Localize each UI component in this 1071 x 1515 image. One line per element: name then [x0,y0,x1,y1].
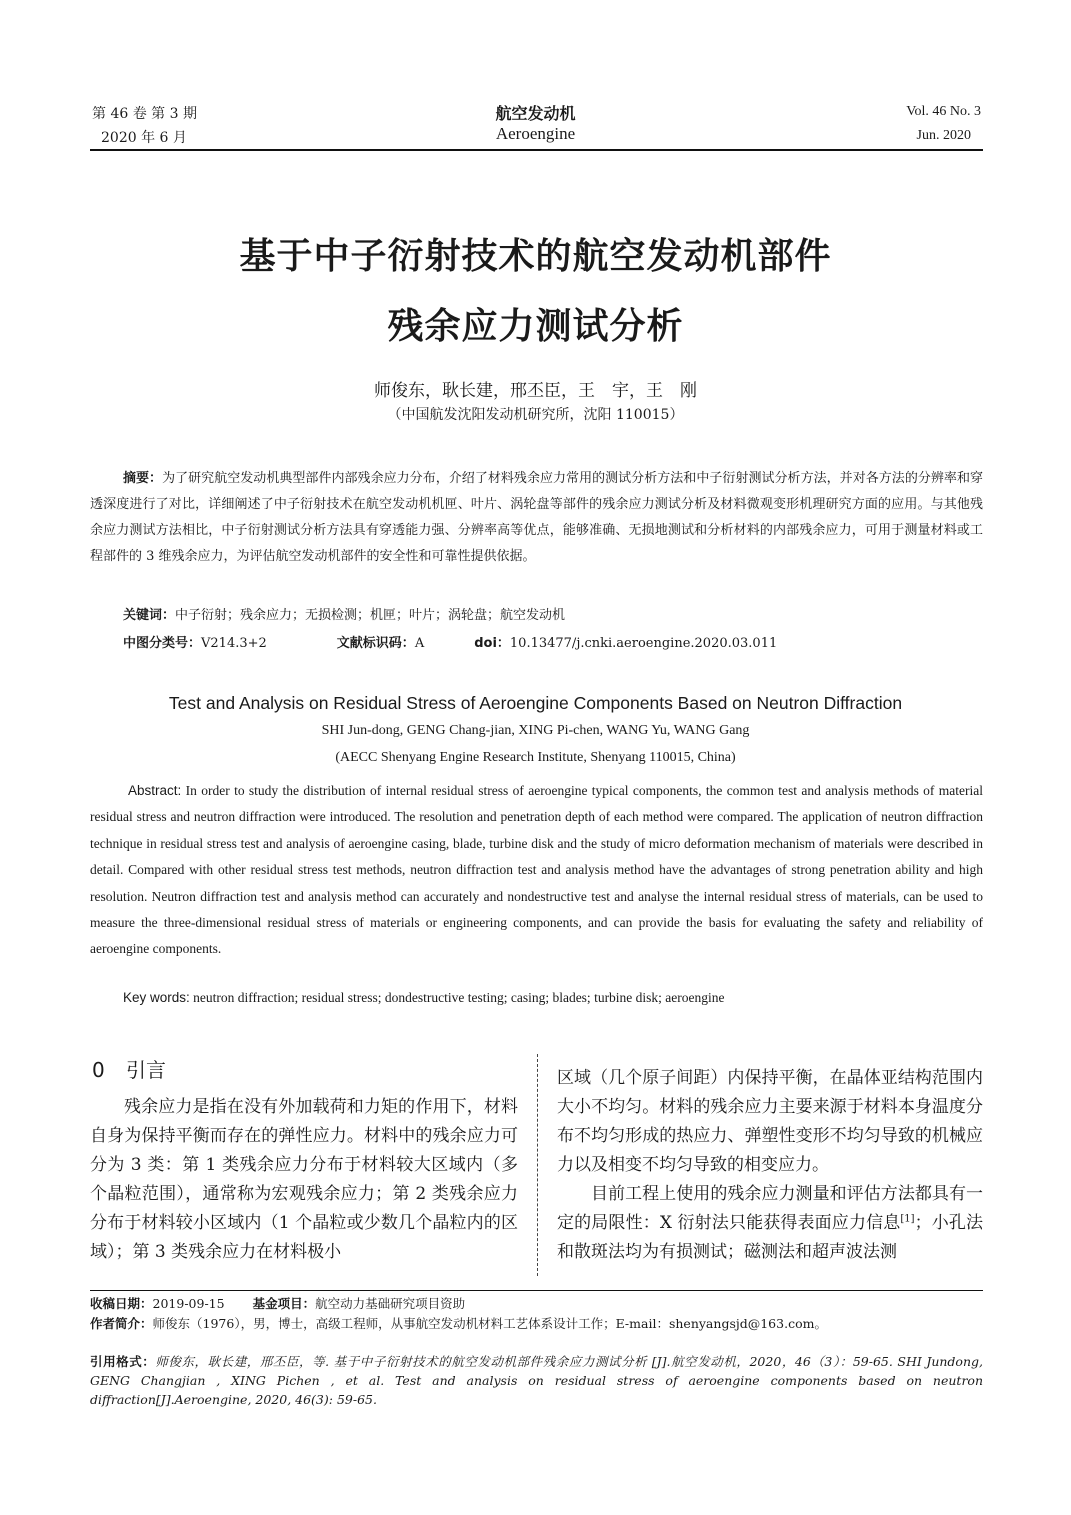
journal-volume-en: Vol. 46 No. 3 [906,104,981,119]
keywords-en-text: neutron diffraction; residual stress; dondestructive testing; casing; blades; turbine disk; aeroengine [193,990,725,1005]
body-left-paragraph: 残余应力是指在没有外加载荷和力矩的作用下，材料自身为保持平衡而存在的弹性应力。材料中的残余应力可分为 3 类：第 1 类残余应力分布于材料较大区域内（多个晶粒范围），通常称为宏观残余应力；第 2 类残余应力分布于材料较小区域内（1 个晶粒或少数几个晶粒内的区域）；第 3 类残余应力在材料极小 [90,1097,518,1262]
body-right-paragraph-2-post: ；小孔法和散斑法均为有损测试；磁测法和超声波法测 [557,1213,983,1262]
paper-title-en: Test and Analysis on Residual Stress of Aeroengine Components Based on Neutron Diffraction [168,693,903,713]
classification-line [123,632,983,651]
citation-ref[interactable]: [1] [900,1213,915,1225]
received-value: 2019-09-15 [152,1296,225,1311]
keywords-en [123,990,725,1006]
section-heading [92,1054,166,1083]
author-bio-label: 作者简介： [90,1316,153,1331]
received-fund-line [90,1294,465,1312]
abstract-cn [90,466,983,570]
journal-name-en: Aeroengine [495,124,576,143]
body-right-paragraph-2-pre: 目前工程上使用的残余应力测量和评估方法都具有一定的局限性：X 衍射法只能获得表面应力信息 [557,1184,983,1233]
body-right-paragraph-2 [557,1180,983,1267]
authors-en: SHI Jun-dong, GENG Chang-jian, XING Pi-chen, WANG Yu, WANG Gang [321,723,750,738]
paper-title-cn-line1: 基于中子衍射技术的航空发动机部件 [239,235,832,277]
abstract-en [90,778,983,963]
fund-label: 基金项目： [252,1296,316,1311]
abstract-cn-text: 为了研究航空发动机典型部件内部残余应力分布，介绍了材料残余应力常用的测试分析方法和中子衍射测试分析方法，并对各方法的分辨率和穿透深度进行了对比，详细阐述了中子衍射技术在航空发动机机匣、叶片、涡轮盘等部件的残余应力测试分析及材料微观变形机理研究方面的应用。与其他残余应力测试方法相比，中子衍射测试分析方法具有穿透能力强、分辨率高等优点，能够准确、无损地测试和分析材料的内部残余应力，可用于测量材料或工程部件的 3 维残余应力，为评估航空发动机部件的安全性和可靠性提供依据。 [90,471,983,564]
clc-value: V214.3+2 [201,636,267,651]
abstract-en-text: In order to study the distribution of internal residual stress of aeroengine typical components, the common test and analysis methods of material residual stress and neutron diffraction were introduced. The resolution and penetration depth of each method were compared. The application of neutron diffraction technique in residual stress test and analysis of aeroengine casing, blade, turbine disk and the study of micro deformation mechanism of materials were described in detail. Compared with other residual stress test methods, neutron diffraction test and analysis method have the advantages of strong penetration ability and high resolution. Neutron diffraction test and analysis method can accurately and nondestructive test and analyse the internal residual stress of materials, can be used to measure the three-dimensional residual stress of materials or engineering components, and can provide the basis for evaluating the safety and reliability of aeroengine components. [90,783,984,957]
abstract-en-label: Abstract: [128,783,182,798]
keywords-cn-label: 关键词： [123,608,176,623]
clc-label: 中图分类号： [123,636,202,651]
fund-value: 航空动力基础研究项目资助 [315,1296,466,1311]
abstract-cn-label: 摘要： [123,471,163,486]
author-bio-value: 师俊东（1976），男，博士，高级工程师，从事航空发动机材料工艺体系设计工作；E-mail：shenyangsjd@163.com。 [152,1316,827,1331]
doc-code-value: A [414,636,425,651]
journal-volume-issue: 第 46 卷 第 3 期 [92,106,197,122]
keywords-en-label: Key words: [123,990,190,1005]
affiliation-en: (AECC Shenyang Engine Research Institute, Shenyang 110015, China) [335,750,736,765]
column-divider [537,1054,538,1276]
body-right-paragraph-1: 区域（几个原子间距）内保持平衡，在晶体亚结构范围内大小不均匀。材料的残余应力主要来源于材料本身温度分布不均匀形成的热应力、弹塑性变形不均匀导致的机械应力以及相变不均匀导致的相变应力。 [557,1068,983,1175]
section-number: 0 [92,1058,105,1082]
citation-format [90,1352,983,1409]
paper-title-cn-line2: 残余应力测试分析 [387,305,684,347]
journal-date-cn: 2020 年 6 月 [101,130,187,146]
journal-date-en: Jun. 2020 [916,128,971,143]
section-title: 引言 [126,1058,166,1082]
authors-cn: 师俊东，耿长建，邢丕臣，王 宇，王 刚 [374,381,697,401]
header-divider [90,149,983,151]
author-bio-line [90,1314,827,1332]
citation-format-label: 引用格式： [90,1354,156,1369]
doi-label: doi： [474,636,510,651]
doi-value: 10.13477/j.cnki.aeroengine.2020.03.011 [509,636,778,651]
keywords-cn-text: 中子衍射；残余应力；无损检测；机匣；叶片；涡轮盘；航空发动机 [175,608,566,623]
footnote-divider [90,1290,983,1291]
keywords-cn [123,604,565,623]
received-label: 收稿日期： [90,1296,153,1311]
journal-name-cn: 航空发动机 [495,104,576,123]
doc-code-label: 文献标识码： [336,636,415,651]
citation-format-value: 师俊东，耿长建，邢丕臣，等. 基于中子衍射技术的航空发动机部件残余应力测试分析 [J].航空发动机，2020，46（3）：59-65. SHI Jundong, GENG Changjian , XING Pichen , et al. Test and analysis on residual stress of aeroengine components based on neutron diffraction[J].Aeroengine, 2020, 46(3): 59-65. [90,1354,983,1407]
affiliation-cn: （中国航发沈阳发动机研究所，沈阳 110015） [387,407,684,423]
